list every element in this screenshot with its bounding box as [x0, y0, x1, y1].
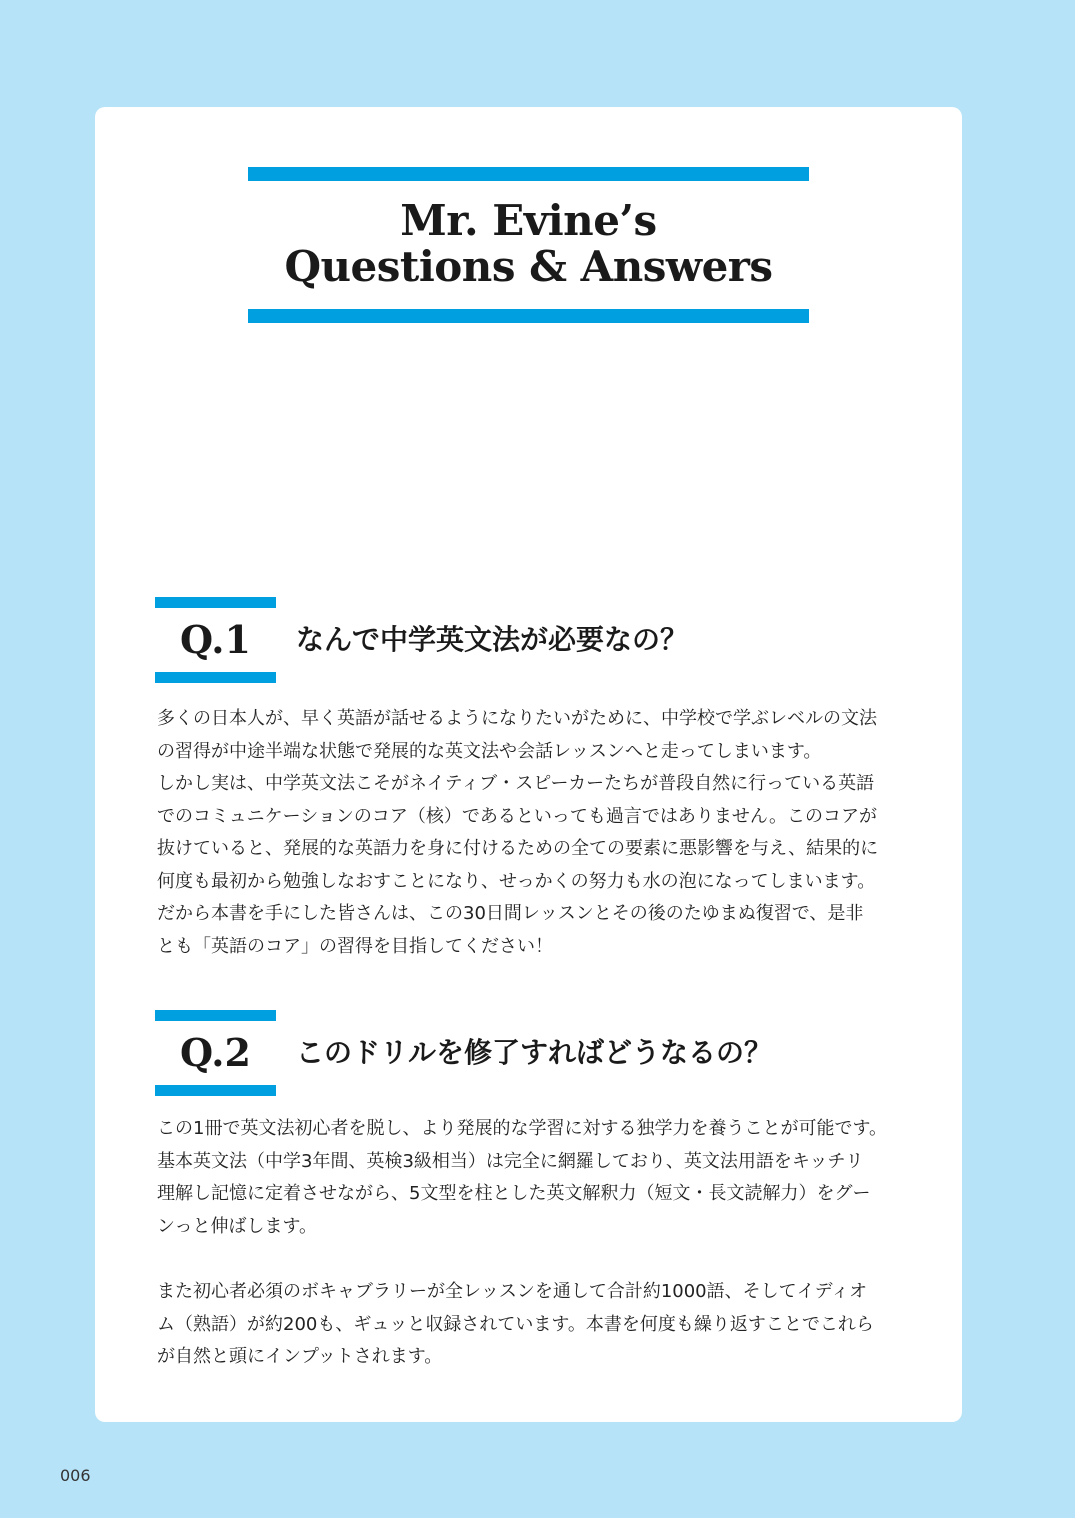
q1-badge-rule-bottom [155, 672, 276, 683]
q1-answer [157, 703, 902, 963]
q1-answer-line: しかし実は、中学英文法こそがネイティブ・スピーカーたちが普段自然に行っている英語 [157, 773, 875, 794]
title-rule-top [248, 167, 809, 181]
q2-heading: このドリルを修了すればどうなるの？ [296, 1036, 773, 1069]
q2-badge-rule-top [155, 1010, 276, 1021]
q1-heading: なんで中学英文法が必要なの？ [296, 623, 689, 656]
q1-badge [155, 597, 276, 683]
page-title [248, 198, 809, 290]
page-number: 006 [60, 1466, 91, 1485]
q2-badge-label: Q.2 [180, 1030, 251, 1075]
q1-answer-line: 多くの日本人が、早く英語が話せるようになりたいがために、中学校で学ぶレベルの文法 [157, 708, 877, 729]
q2-answer [157, 1113, 902, 1243]
q2-answer-continued [157, 1276, 902, 1374]
q2-badge [155, 1010, 276, 1096]
q1-answer-line: でのコミュニケーションのコア（核）であるといっても過言ではありません。このコアが [157, 805, 877, 827]
q1-answer-line: とも「英語のコア」の習得を目指してください！ [157, 935, 553, 957]
q2-answer-line: 理解し記憶に定着させながら、5文型を柱とした英文解釈力（短文・長文読解力）をグー [157, 1183, 871, 1204]
q2-answer-line: この1冊で英文法初心者を脱し、より発展的な学習に対する独学力を養うことが可能です。 [157, 1118, 888, 1139]
title-rule-bottom [248, 309, 809, 323]
q2-answer-line: ンっと伸ばします。 [157, 1215, 318, 1237]
q2-answer-line: が自然と頭にインプットされます。 [157, 1346, 443, 1367]
q1-answer-line: だから本書を手にした皆さんは、この30日間レッスンとその後のたゆまぬ復習で、是非 [157, 903, 864, 924]
q1-badge-label: Q.1 [180, 617, 251, 662]
q1-answer-line: 何度も最初から勉強しなおすことになり、せっかくの努力も水の泡になってしまいます。 [157, 870, 876, 892]
q1-answer-line: 抜けていると、発展的な英語力を身に付けるための全ての要素に悪影響を与え、結果的に [157, 838, 879, 859]
q2-answer-line: ム（熟語）が約200も、ギュッと収録されています。本書を何度も繰り返すことでこれら [157, 1313, 874, 1335]
q2-answer-line: 基本英文法（中学3年間、英検3級相当）は完全に網羅しており、英文法用語をキッチリ [157, 1150, 864, 1172]
q1-badge-rule-top [155, 597, 276, 608]
q2-answer-line: また初心者必須のボキャブラリーが全レッスンを通して合計約1000語、そしてイディオ [157, 1281, 868, 1302]
page-title-line-2: Questions & Answers [284, 242, 773, 291]
page-title-line-1: Mr. Evine’s [400, 196, 657, 245]
q1-answer-line: の習得が中途半端な状態で発展的な英文法や会話レッスンへと走ってしまいます。 [157, 740, 822, 762]
q2-badge-rule-bottom [155, 1085, 276, 1096]
